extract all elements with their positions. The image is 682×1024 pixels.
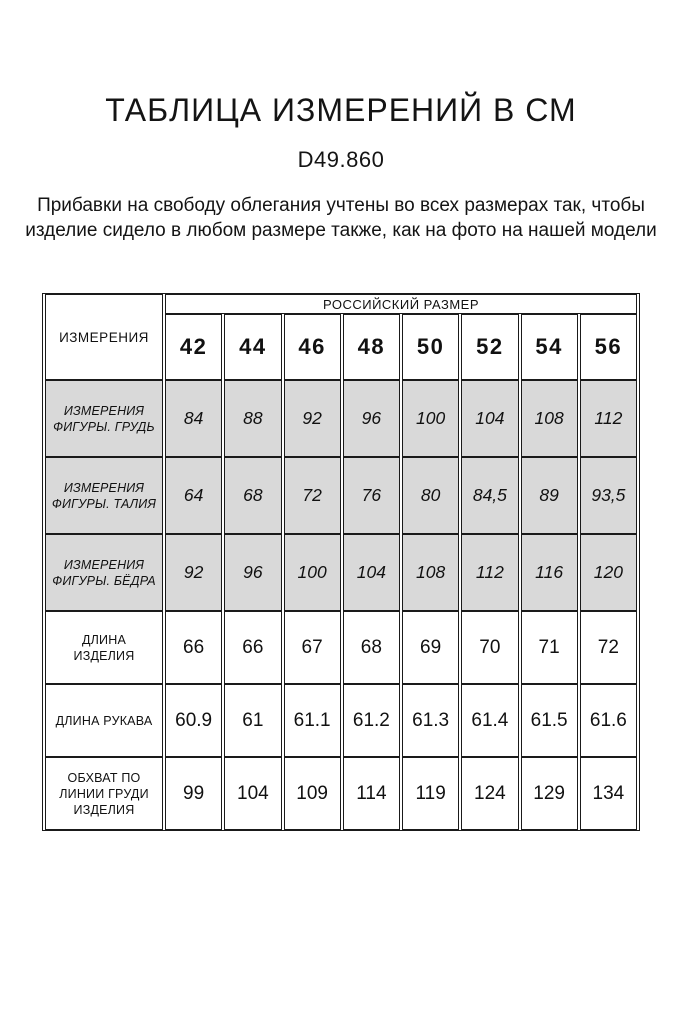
row-label: ИЗМЕРЕНИЯ ФИГУРЫ. ГРУДЬ [45,380,163,457]
measurements-corner-label: ИЗМЕРЕНИЯ [45,294,163,380]
measurement-value: 129 [521,757,578,830]
table-row [45,611,637,684]
measurement-value: 108 [402,534,459,611]
measurement-value: 104 [343,534,400,611]
table-row [45,380,637,457]
measurement-value: 96 [343,380,400,457]
size-column-header: 50 [402,314,459,380]
row-label: ДЛИНА РУКАВА [45,684,163,757]
size-column-header: 52 [461,314,518,380]
measurement-value: 112 [461,534,518,611]
measurement-value: 66 [224,611,281,684]
measurement-value: 96 [224,534,281,611]
russian-size-group-header: РОССИЙСКИЙ РАЗМЕР [165,294,637,314]
measurement-value: 112 [580,380,637,457]
measurement-value: 134 [580,757,637,830]
size-column-header: 56 [580,314,637,380]
measurement-value: 66 [165,611,222,684]
table-row [45,457,637,534]
fit-note: Прибавки на свободу облегания учтены во всех размерах так, чтобы изделие сидело в любом размере также, как на фото на нашей модели [25,195,657,241]
measurement-value: 92 [284,380,341,457]
size-column-header: 42 [165,314,222,380]
measurement-value: 80 [402,457,459,534]
measurement-value: 72 [580,611,637,684]
measurement-value: 109 [284,757,341,830]
size-column-header: 54 [521,314,578,380]
measurement-value: 104 [461,380,518,457]
measurement-value: 60.9 [165,684,222,757]
measurement-value: 92 [165,534,222,611]
measurement-value: 99 [165,757,222,830]
measurements-table [42,293,640,831]
measurement-value: 61.6 [580,684,637,757]
measurement-value: 72 [284,457,341,534]
measurement-value: 67 [284,611,341,684]
measurement-value: 88 [224,380,281,457]
table-row [45,684,637,757]
measurement-value: 100 [402,380,459,457]
size-column-header: 48 [343,314,400,380]
row-label: ОБХВАТ ПО ЛИНИИ ГРУДИ ИЗДЕЛИЯ [45,757,163,830]
measurement-value: 108 [521,380,578,457]
measurement-value: 116 [521,534,578,611]
measurement-value: 68 [343,611,400,684]
measurement-value: 61 [224,684,281,757]
size-column-header: 44 [224,314,281,380]
measurement-value: 64 [165,457,222,534]
measurement-value: 100 [284,534,341,611]
measurement-value: 61.2 [343,684,400,757]
row-label: ДЛИНА ИЗДЕЛИЯ [45,611,163,684]
table-row [45,534,637,611]
measurement-value: 69 [402,611,459,684]
size-column-header: 46 [284,314,341,380]
measurement-value: 71 [521,611,578,684]
measurement-value: 120 [580,534,637,611]
measurement-value: 84,5 [461,457,518,534]
row-label: ИЗМЕРЕНИЯ ФИГУРЫ. ТАЛИЯ [45,457,163,534]
product-code: D49.860 [297,147,385,172]
measurement-value: 70 [461,611,518,684]
table-row [45,757,637,830]
measurement-value: 89 [521,457,578,534]
measurement-value: 119 [402,757,459,830]
measurement-value: 84 [165,380,222,457]
measurement-value: 68 [224,457,281,534]
russian-size-header-row [45,294,637,314]
measurement-value: 76 [343,457,400,534]
row-label: ИЗМЕРЕНИЯ ФИГУРЫ. БЁДРА [45,534,163,611]
measurement-value: 114 [343,757,400,830]
measurement-value: 61.3 [402,684,459,757]
measurement-value: 61.1 [284,684,341,757]
measurement-value: 61.5 [521,684,578,757]
measurement-value: 93,5 [580,457,637,534]
measurement-value: 104 [224,757,281,830]
page-title: ТАБЛИЦА ИЗМЕРЕНИЙ В СМ [105,92,577,128]
measurement-value: 124 [461,757,518,830]
measurement-value: 61.4 [461,684,518,757]
